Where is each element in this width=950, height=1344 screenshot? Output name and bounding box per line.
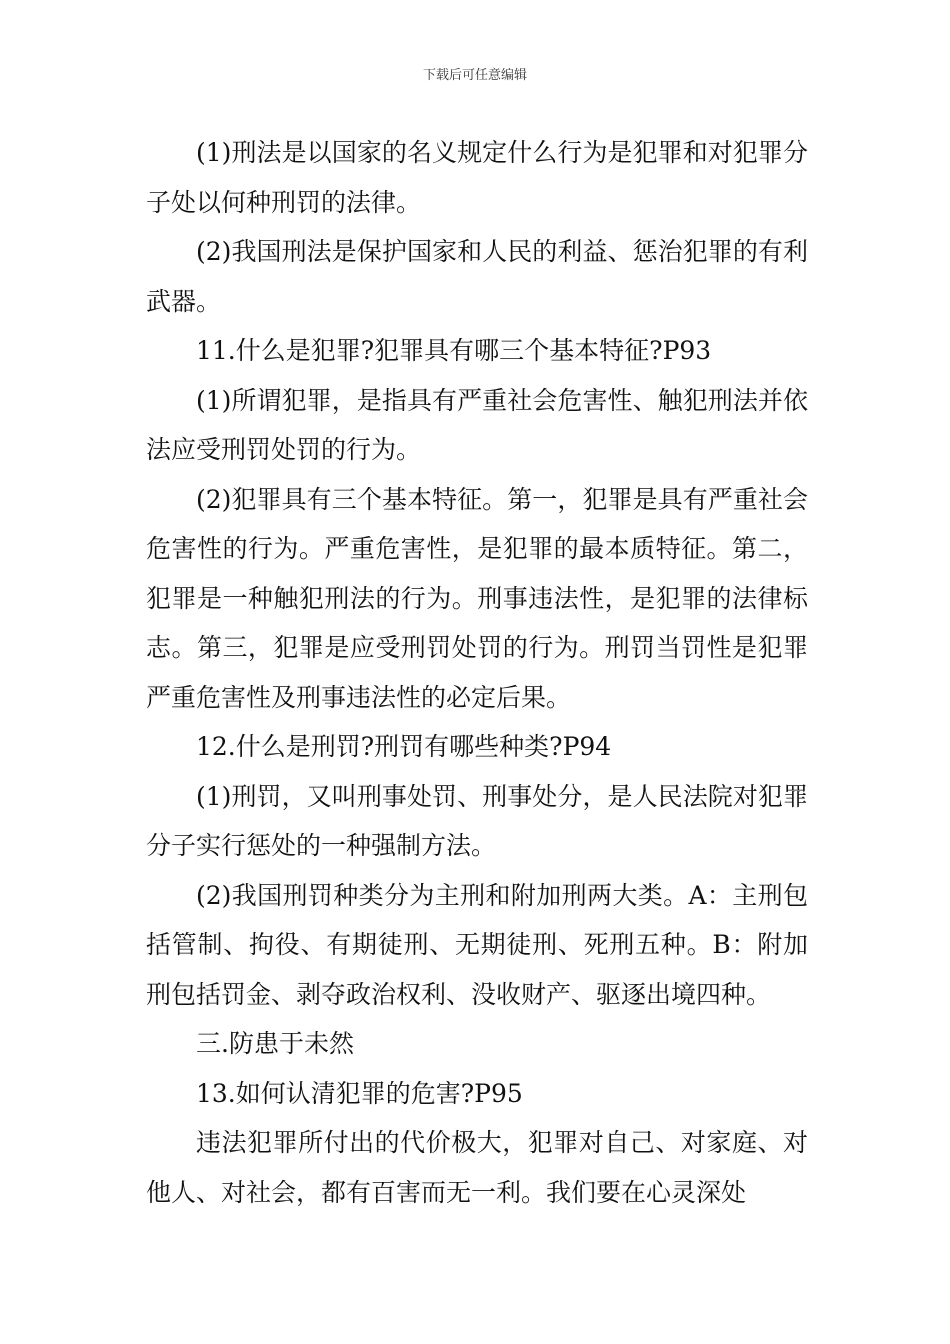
paragraph-crime-definition: (1)所谓犯罪，是指具有严重社会危害性、触犯刑法并依法应受刑罚处罚的行为。 [146, 385, 808, 464]
question-heading-13: 13.如何认清犯罪的危害?P95 [196, 1078, 523, 1108]
paragraph-crime-harm: 违法犯罪所付出的代价极大，犯罪对自己、对家庭、对他人、对社会，都有百害而无一利。我们要在心灵深处 [146, 1128, 808, 1207]
section-heading-3: 三.防患于未然 [196, 1029, 354, 1058]
paragraph-punishment-types: (2)我国刑罚种类分为主刑和附加刑两大类。A：主刑包括管制、拘役、有期徒刑、无期徒刑、死刑五种。B：附加刑包括罚金、剥夺政治权利、没收财产、驱逐出境四种。 [146, 880, 809, 1009]
document-body [146, 128, 808, 1217]
paragraph-punishment-definition: (1)刑罚，又叫刑事处罚、刑事处分，是人民法院对犯罪分子实行惩处的一种强制方法。 [146, 781, 808, 860]
paragraph-crime-features: (2)犯罪具有三个基本特征。第一，犯罪是具有严重社会危害性的行为。严重危害性，是犯罪的最本质特征。第二，犯罪是一种触犯刑法的行为。刑事违法性，是犯罪的法律标志。第三，犯罪是应受刑罚处罚的行为。刑罚当罚性是犯罪严重危害性及刑事违法性的必定后果。 [146, 484, 808, 712]
question-heading-11: 11.什么是犯罪?犯罪具有哪三个基本特征?P93 [196, 336, 712, 365]
page-header: 下载后可任意编辑 [422, 68, 527, 83]
paragraph-criminal-law-definition: (1)刑法是以国家的名义规定什么行为是犯罪和对犯罪分子处以何种刑罚的法律。 [146, 138, 808, 217]
question-heading-12: 12.什么是刑罚?刑罚有哪些种类?P94 [196, 732, 612, 761]
paragraph-criminal-law-purpose: (2)我国刑法是保护国家和人民的利益、惩治犯罪的有利武器。 [146, 237, 808, 316]
